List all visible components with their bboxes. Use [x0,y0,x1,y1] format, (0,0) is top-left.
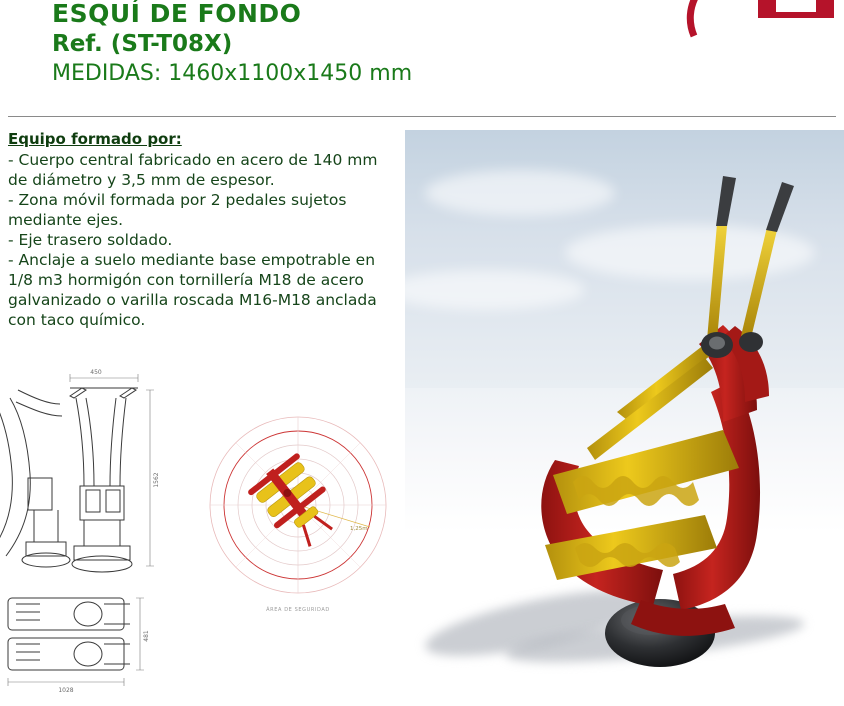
description-line: - Zona móvil formada por 2 pedales sujetos [8,191,347,209]
description-line: de diámetro y 3,5 mm de espesor. [8,171,275,189]
header-divider [8,116,836,117]
description-line: - Anclaje a suelo mediante base empotrable en [8,251,376,269]
dimension-label: 1562 [153,472,160,488]
title-block [52,0,592,88]
description-line: galvanizado o varilla roscada M16-M18 anclada [8,291,377,309]
description-line: - Cuerpo central fabricado en acero de 140 mm [8,151,378,169]
safety-area-diagram [198,405,398,620]
product-reference: Ref. (ST-T08X) [52,31,233,57]
description-line: 1/8 m3 hormigón con tornillería M18 de acero [8,271,364,289]
page-title: ESQUÍ DE FONDO [52,0,302,28]
document-header [0,0,844,112]
dimension-label: 1028 [58,687,74,694]
dimension-label: 450 [90,369,102,376]
description-line: - Eje trasero soldado. [8,231,173,249]
description-line: con taco químico. [8,311,146,329]
equipment-illustration [405,130,844,690]
equipment-description [8,130,408,330]
product-photo [405,130,844,690]
description-heading: Equipo formado por: [8,130,182,148]
dimension-label: 481 [143,630,150,642]
safety-radius-label: 1,25m [350,526,368,532]
product-measures: MEDIDAS: 1460x1100x1450 mm [52,61,413,86]
safety-area-caption: ÁREA DE SEGURIDAD [266,607,330,613]
company-logo-icon [684,0,844,58]
description-line: mediante ejes. [8,211,124,229]
